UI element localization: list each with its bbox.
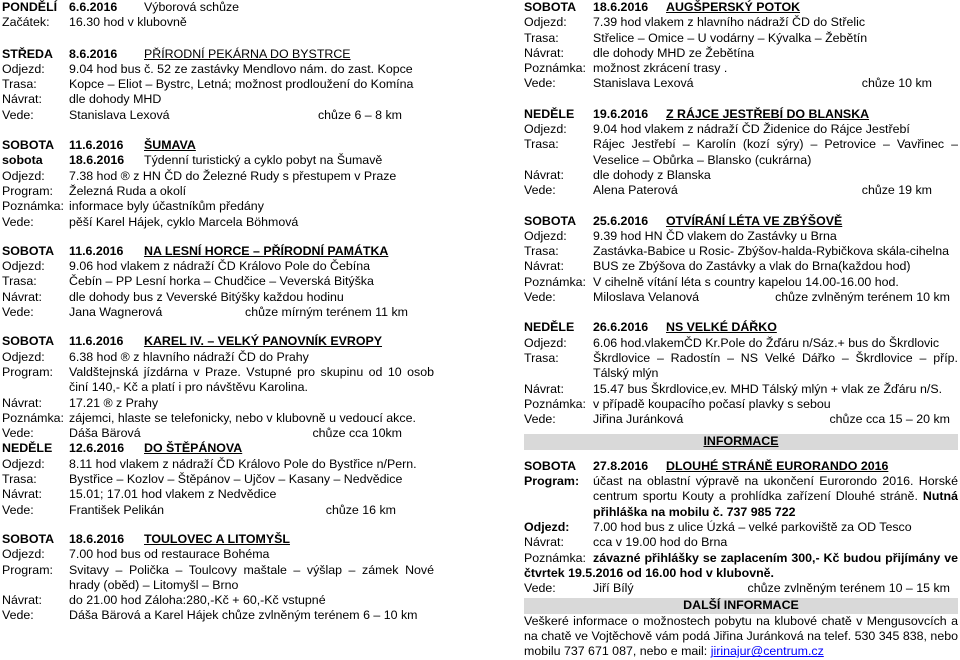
trasa-label: Trasa: [524,137,559,152]
event-title: NA LESNÍ HORCE – PŘÍRODNÍ PAMÁTKA [144,243,389,258]
vede-label: Vede: [2,214,34,229]
vede-value: Stanislava Lexová [593,76,694,91]
event-stepanov [2,441,434,517]
event-toulovec [2,532,434,624]
vede-label: Vede: [2,502,34,517]
program-value: účast na oblastní výpravě na ukončení Eurorondo 2016. Horské centrum sportu Kouty a prohlídka zařízení Dlouhé stráně. [593,474,958,504]
event-title: AUGŠPERSKÝ POTOK [666,0,801,14]
poznamka-value: informace byly účastníkům předány [69,199,264,214]
odjezd-label: Odjezd: [2,547,45,562]
event-date: 27.8.2016 [593,458,649,473]
event-day: STŘEDA [2,46,53,61]
chuze-value: chůze zvlněným terénem 10 – 15 km [747,581,950,596]
vede-label: Vede: [2,426,34,441]
vede-label: Vede: [2,608,34,623]
odjezd-label: Odjezd: [2,349,45,364]
vede-label: Vede: [2,305,34,320]
trasa-label: Trasa: [2,472,37,487]
chuze-value: chůze cca 10km [312,426,402,441]
chuze-value: chůze cca 15 – 20 km [829,412,950,427]
vede-value: Dáša Bärová [69,426,141,441]
trasa-value: Střelice – Omice – U vodárny – Kývalka – Žebětín [593,30,868,45]
chuze-value: chůze 16 km [325,502,396,517]
program-note: Nutná přihláška na mobilu č. 737 985 722 [593,489,958,519]
event-date: 6.6.2016 [69,0,118,14]
poznamka-value: závazné přihlášky se zaplacením 300,- Kč budou přijímány ve čtvrtek 19.5.2016 od 16.00 hod v klubovně. [524,550,958,580]
odjezd-label: Odjezd: [2,456,45,471]
navrat-label: Návrat: [524,381,564,396]
odjezd-label: Odjezd: [524,122,567,137]
event-day: NEDĚLE [524,106,575,121]
dalsi-informace-body: Veškeré informace o možnostech pobytu na klubové chatě v Mengusovcích a na chatě ve Vojtěchově vám podá Jiřina Juránková na telef. 530 345 838, nebo mobilu 737 671 087, nebo e mail: [524,613,958,659]
right-column [524,0,958,660]
trasa-value: Čebín – PP Lesní horka – Chudčice – Veverská Bitýška [69,274,374,289]
vede-label: Vede: [524,290,556,305]
program-value: Valdštejnská jízdárna v Praze. Vstupné pro skupinu od 10 osob činí 140,- Kč a platí i pro návštěvu Karolina. [69,364,434,395]
odjezd-label: Odjezd: [524,519,570,534]
event-velke-darko [524,320,958,427]
vede-label: Vede: [524,183,556,198]
odjezd-value: 9.04 hod bus č. 52 ze zastávky Mendlovo nám. do zast. Kopce [69,61,413,76]
navrat-label: Návrat: [2,92,42,107]
program-label: Program: [2,183,53,198]
odjezd-label: Odjezd: [2,61,45,76]
program-value: Železná Ruda a okolí [69,183,187,198]
vede-value: František Pelikán [69,502,165,517]
navrat-label: Návrat: [524,259,564,274]
event-augspersky-potok [524,0,958,92]
poznamka-value: zájemci, hlaste se telefonicky, nebo v klubovně u vedoucí akce. [69,410,416,425]
event-date: 18.6.2016 [593,0,649,14]
vede-label: Vede: [524,412,556,427]
poznamka-label: Poznámka: [524,61,586,76]
event-date: 19.6.2016 [593,106,649,121]
event-title: Z RÁJCE JESTŘEBÍ DO BLANSKA [666,106,870,121]
vede-value: Jana Wagnerová [69,305,163,320]
event-day-end: sobota [2,153,43,168]
odjezd-label: Odjezd: [2,259,45,274]
navrat-value: dle dohody MHD ze Žebětína [593,45,755,60]
navrat-value: 15.47 bus Škrdlovice,ev. MHD Tálský mlýn + vlak ze Žďáru n/S. [593,381,943,396]
odjezd-label: Odjezd: [524,335,567,350]
trasa-value: Zastávka-Babice u Rosic- Zbýšov-halda-Rybičkova skála-cihelna [593,244,950,259]
vede-value: Miloslava Velanová [593,290,700,305]
trasa-label: Trasa: [2,77,37,92]
poznamka-label: Poznámka: [2,199,64,214]
odjezd-value: 6.06 hod.vlakemČD Kr.Pole do Žďáru n/Sáz.+ bus do Škrdlovic [593,335,940,350]
event-rajec-blansko [524,107,958,199]
navrat-label: Návrat: [2,289,42,304]
odjezd-label: Odjezd: [524,15,567,30]
navrat-label: Návrat: [2,593,42,608]
event-title: TOULOVEC A LITOMYŠL [144,531,290,546]
event-date: 11.6.2016 [69,243,124,258]
odjezd-value: 7.38 hod ® z HN ČD do Železné Rudy s přestupem v Praze [69,168,397,183]
odjezd-value: 7.39 hod vlakem z hlavního nádraží ČD do Střelic [593,15,866,30]
event-subtitle: Týdenní turistický a cyklo pobyt na Šumavě [144,153,383,168]
event-date-end: 18.6.2016 [69,153,125,168]
event-title: DLOUHÉ STRÁNĚ EURORANDO 2016 [666,458,889,473]
poznamka-label: Poznámka: [524,396,586,411]
chuze-value: chůze zvlněným terénem 10 km [775,290,950,305]
chuze-value: chůze mírným terénem 11 km [245,305,408,320]
event-day: NEDĚLE [524,320,575,335]
event-date: 8.6.2016 [69,46,118,61]
poznamka-value: možnost zkrácení trasy . [593,61,728,76]
event-day: SOBOTA [2,334,55,349]
dalsi-informace-text [524,614,958,660]
navrat-value: dle dohody MHD [69,92,162,107]
navrat-label: Návrat: [524,535,564,550]
event-eurorando [524,459,958,597]
vede-label: Vede: [2,107,34,122]
program-value: Svitavy – Polička – Toulcovy maštale – výšlap – zámek Nové hrady (oběd) – Litomyšl – Brno [69,562,434,592]
odjezd-value: 8.11 hod vlakem z nádraží ČD Královo Pole do Bystřice n/Pern. [69,456,417,471]
vede-label: Vede: [524,581,556,596]
vede-value: pěší Karel Hájek, cyklo Marcela Böhmová [69,214,299,229]
program-label: Program: [2,364,53,379]
odjezd-value: 7.00 hod bus z ulice Úzká – velké parkoviště za OD Tesco [593,519,912,534]
event-title: ŠUMAVA [144,138,196,153]
trasa-label: Trasa: [524,30,559,45]
event-title: KAREL IV. – VELKÝ PANOVNÍK EVROPY [144,334,383,349]
odjezd-value: 9.06 hod vlakem z nádraží ČD Královo Pole do Čebína [69,259,370,274]
poznamka-label: Poznámka: [524,274,586,289]
navrat-value: dle dohody z Blanska [593,167,711,182]
odjezd-label: Odjezd: [2,168,45,183]
event-day: SOBOTA [2,138,55,153]
event-day: SOBOTA [524,213,577,228]
vede-value: Alena Paterová [593,183,678,198]
trasa-value: Bystřice – Kozlov – Štěpánov – Ujčov – Kasany – Nedvědice [69,472,403,487]
chuze-value: chůze 19 km [861,183,932,198]
event-date: 26.6.2016 [593,320,649,335]
trasa-value: Kopce – Eliot – Bystrc, Letná; možnost prodloužení do Komína [69,77,414,92]
dalsi-informace-heading: DALŠÍ INFORMACE [524,598,958,613]
event-day: SOBOTA [524,458,577,473]
event-zbysov [524,214,958,306]
odjezd-value: 9.04 hod vlakem z nádraží ČD Židenice do Rájce Jestřebí [593,122,910,137]
navrat-label: Návrat: [2,487,42,502]
informace-heading: INFORMACE [524,434,958,449]
program-label: Program: [2,562,53,577]
email-link[interactable]: jirinajur@centrum.cz [710,644,824,659]
event-title: NS VELKÉ DÁŘKO [666,320,777,335]
start-label: Začátek: [2,15,50,30]
event-day: SOBOTA [2,243,55,258]
event-day: SOBOTA [2,531,55,546]
navrat-value: BUS ze Zbýšova do Zastávky a vlak do Brna(každou hod) [593,259,911,274]
event-day: SOBOTA [524,0,577,14]
navrat-value: do 21.00 hod Záloha:280,-Kč + 60,-Kč vstupné [69,593,326,608]
vede-value: Stanislava Lexová [69,107,170,122]
navrat-label: Návrat: [2,395,42,410]
navrat-label: Návrat: [524,45,564,60]
navrat-value: 17.21 ® z Prahy [69,395,159,410]
event-sumava [2,138,434,230]
trasa-value: Rájec Jestřebí – Karolín (kozí sýry) – Petrovice – Vavřinec – Veselice – Obůrka – Blansko (cukrárna) [593,137,958,167]
navrat-label: Návrat: [524,167,564,182]
event-prirodni-pekarna [2,47,434,123]
event-karel-iv [2,334,434,441]
trasa-label: Trasa: [524,244,559,259]
odjezd-label: Odjezd: [524,228,567,243]
event-title: Výborová schůze [144,0,240,14]
navrat-value: cca v 19.00 hod do Brna [593,535,728,550]
event-date: 18.6.2016 [69,531,125,546]
event-vyborova-schuze [2,0,434,31]
event-day: NEDĚLE [2,441,53,456]
navrat-value: dle dohody bus z Veverské Bitýšky každou hodinu [69,289,344,304]
vede-value: Dáša Bärová a Karel Hájek chůze zvlněným terénem 6 – 10 km [69,608,418,623]
program-label: Program: [524,474,580,489]
event-title: DO ŠTĚPÁNOVA [144,441,243,456]
odjezd-value: 7.00 hod bus od restaurace Bohéma [69,547,270,562]
event-date: 25.6.2016 [593,213,649,228]
poznamka-value: V cihelně vítání léta s country kapelou 14.00-16.00 hod. [593,274,899,289]
left-column [2,0,434,624]
event-date: 11.6.2016 [69,334,124,349]
event-title: PŘÍRODNÍ PEKÁRNA DO BYSTRCE [144,46,351,61]
navrat-value: 15.01; 17.01 hod vlakem z Nedvědice [69,487,277,502]
vede-value: Jiřina Juránková [593,412,684,427]
trasa-label: Trasa: [524,350,559,365]
event-title: OTVÍRÁNÍ LÉTA VE ZBÝŠOVĚ [666,213,843,228]
vede-value: Jiří Bílý [593,581,634,596]
event-date: 11.6.2016 [69,138,124,153]
event-lesni-horka [2,244,434,320]
event-date: 12.6.2016 [69,441,125,456]
chuze-value: chůze 6 – 8 km [317,107,402,122]
odjezd-value: 9.39 hod HN ČD vlakem do Zastávky u Brna [593,228,837,243]
poznamka-label: Poznámka: [524,550,586,565]
event-day: PONDĚLÍ [2,0,58,14]
odjezd-value: 6.38 hod ® z hlavního nádraží ČD do Prahy [69,349,309,364]
trasa-value: Škrdlovice – Radostín – NS Velké Dářko – Škrdlovice – příp. Tálský mlýn [593,350,958,381]
start-value: 16.30 hod v klubovně [69,15,187,30]
vede-label: Vede: [524,76,556,91]
poznamka-value: v případě koupacího počasí plavky s sebou [593,396,831,411]
chuze-value: chůze 10 km [861,76,932,91]
trasa-label: Trasa: [2,274,37,289]
poznamka-label: Poznámka: [2,410,64,425]
